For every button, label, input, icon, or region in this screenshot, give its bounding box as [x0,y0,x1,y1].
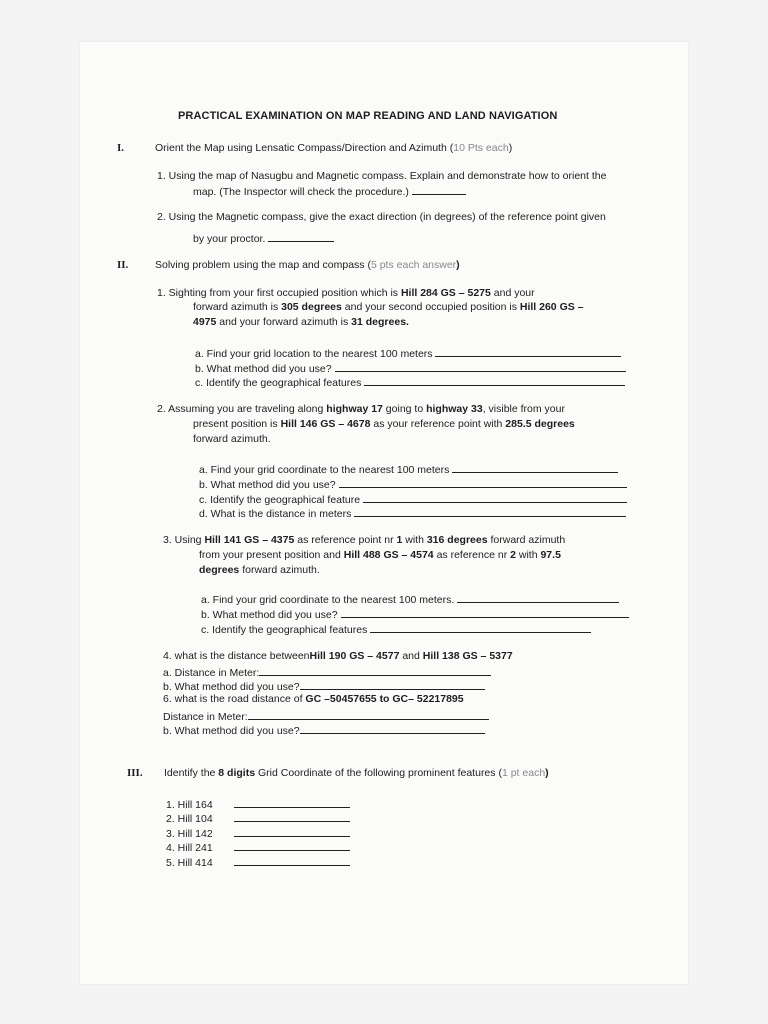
s2-q3-line1: 3. Using Hill 141 GS – 4375 as reference point nr 1 with 316 degrees forward azimuth [163,534,566,546]
page-title: PRACTICAL EXAMINATION ON MAP READING AND LAND NAVIGATION [178,110,558,122]
s1-q1-line2: map. (The Inspector will check the procedure.) [193,184,466,199]
answer-blank[interactable] [234,840,350,851]
s2-q1-b: b. What method did you use? [195,361,626,376]
s2-q1-a: a. Find your grid location to the nearest 100 meters [195,346,621,361]
s2-q2-line1: 2. Assuming you are traveling along highway 17 going to highway 33, visible from your [157,403,565,415]
s2-q3-c: c. Identify the geographical features [201,622,591,637]
answer-blank[interactable] [300,723,485,734]
answer-blank[interactable] [452,462,618,473]
s2-q4-a: a. Distance in Meter: [163,665,491,680]
answer-blank[interactable] [457,592,619,603]
hill-item-5: 5. Hill 414 [166,855,350,870]
hill-item-1: 1. Hill 164 [166,797,350,812]
s2-q2-line2: present position is Hill 146 GS – 4678 as your reference point with 285.5 degrees [193,418,575,430]
section-1-heading: Orient the Map using Lensatic Compass/Direction and Azimuth (10 Pts each) [155,142,513,154]
section-3-numeral: III. [127,767,143,779]
s2-q3-a: a. Find your grid coordinate to the nearest 100 meters. [201,592,619,607]
s2-q6-line1: 6. what is the road distance of GC –50457655 to GC– 52217895 [163,693,464,705]
answer-blank[interactable] [435,346,621,357]
section-3-heading: Identify the 8 digits Grid Coordinate of the following prominent features (1 pt each) [164,767,549,779]
answer-blank[interactable] [248,709,489,720]
answer-blank[interactable] [341,607,629,618]
answer-blank[interactable] [339,477,627,488]
answer-blank[interactable] [234,797,350,808]
s2-q6-a: Distance in Meter: [163,709,489,724]
section-2-heading: Solving problem using the map and compass (5 pts each answer) [155,259,460,271]
hill-item-2: 2. Hill 104 [166,811,350,826]
answer-blank[interactable] [363,492,627,503]
s2-q4-line1: 4. what is the distance betweenHill 190 GS – 4577 and Hill 138 GS – 5377 [163,650,513,662]
answer-blank[interactable] [234,855,350,866]
hill-item-3: 3. Hill 142 [166,826,350,841]
s2-q2-b: b. What method did you use? [199,477,627,492]
s1-q2-line1: 2. Using the Magnetic compass, give the exact direction (in degrees) of the reference point given [157,211,606,223]
answer-blank[interactable] [268,231,334,242]
s2-q3-b: b. What method did you use? [201,607,629,622]
s2-q3-line3: degrees forward azimuth. [199,564,320,576]
s2-q2-c: c. Identify the geographical feature [199,492,627,507]
answer-blank[interactable] [335,361,626,372]
s2-q1-line2: forward azimuth is 305 degrees and your second occupied position is Hill 260 GS – [193,301,584,313]
s2-q1-line3: 4975 and your forward azimuth is 31 degrees. [193,316,409,328]
section-1-numeral: I. [117,142,125,154]
answer-blank[interactable] [234,811,350,822]
s1-q1-line1: 1. Using the map of Nasugbu and Magnetic compass. Explain and demonstrate how to orient the [157,170,607,182]
answer-blank[interactable] [354,506,626,517]
s1-q2-line2: by your proctor. [193,231,334,246]
s2-q6-b: b. What method did you use? [163,723,485,738]
s2-q2-d: d. What is the distance in meters [199,506,626,521]
s2-q3-line2: from your present position and Hill 488 GS – 4574 as reference nr 2 with 97.5 [199,549,561,561]
answer-blank[interactable] [370,622,591,633]
answer-blank[interactable] [234,826,350,837]
s2-q4-b: b. What method did you use? [163,679,485,694]
s2-q1-line1: 1. Sighting from your first occupied position which is Hill 284 GS – 5275 and your [157,287,535,299]
answer-blank[interactable] [259,665,491,676]
section-2-numeral: II. [117,259,129,271]
s2-q2-a: a. Find your grid coordinate to the nearest 100 meters [199,462,618,477]
answer-blank[interactable] [412,184,466,195]
hill-item-4: 4. Hill 241 [166,840,350,855]
answer-blank[interactable] [364,375,625,386]
s2-q2-line3: forward azimuth. [193,433,271,445]
s2-q1-c: c. Identify the geographical features [195,375,625,390]
answer-blank[interactable] [300,679,485,690]
